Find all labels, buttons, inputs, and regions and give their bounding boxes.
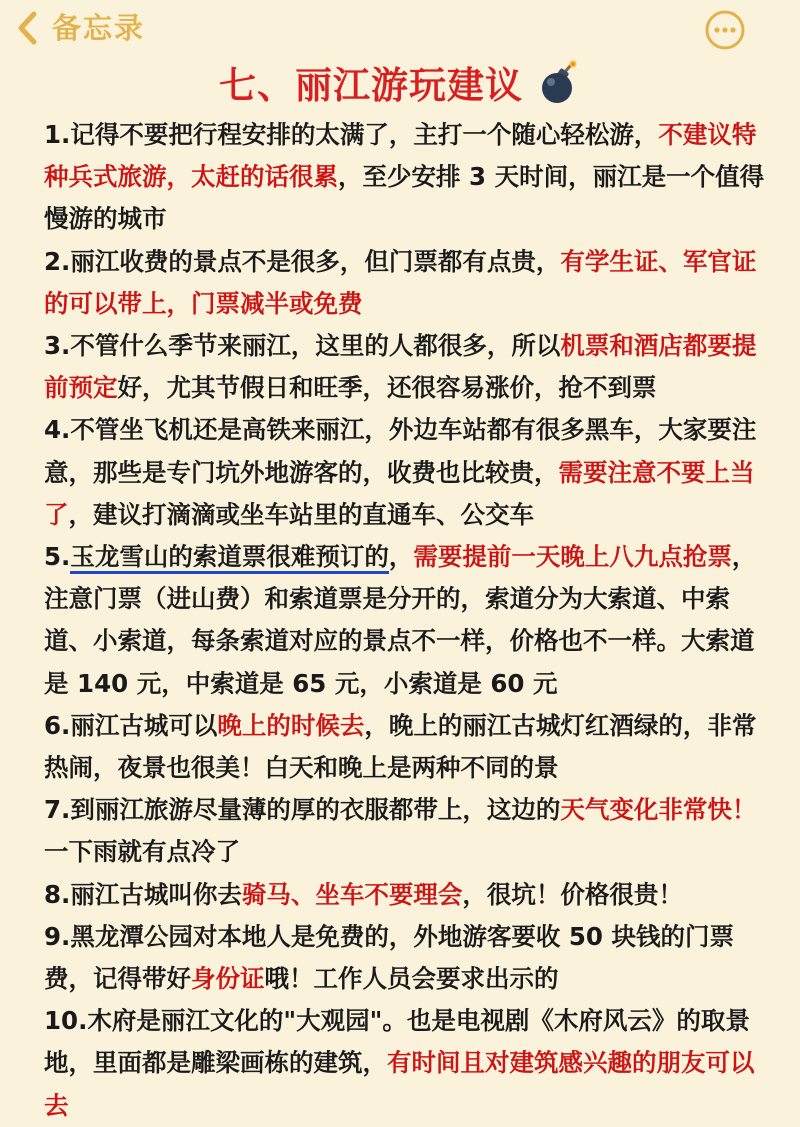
note-item-2 xyxy=(44,241,772,325)
note-text: 1.记得不要把行程安排的太满了，主打一个随心轻松游， xyxy=(44,120,659,149)
note-title-row xyxy=(0,56,800,108)
note-text: 9.黑龙潭公园对本地人是免费的，外地游客要收 50 块钱的门票费，记得带好 xyxy=(44,921,735,994)
note-text: ，建议打滴滴或坐车站里的直通车、公交车 xyxy=(68,499,534,529)
chevron-left-icon[interactable] xyxy=(14,10,42,46)
note-item-10 xyxy=(44,1000,772,1127)
note-text: ，至少安排 3 天时间，丽江是一个值得慢游的城市 xyxy=(44,162,765,234)
note-text: 10.木府是丽江文化的"大观园"。也是电视剧《木府风云》的取景地，里面都是雕梁画栋的建筑， xyxy=(44,1006,750,1078)
highlight-text: 骑马、坐车不要理会 xyxy=(241,879,463,909)
note-text: 8.丽江古城叫你去 xyxy=(44,879,242,909)
note-title: 七、丽江游玩建议 xyxy=(219,64,523,107)
top-bar xyxy=(0,0,800,60)
note-text: 4.不管坐飞机还是高铁来丽江，外边车站都有很多黑车，大家要注意，那些是专门坑外地游客的，收费也比较贵， xyxy=(44,415,757,487)
highlight-text: 需要提前一天晚上八九点抢票 xyxy=(413,542,732,572)
highlight-text: 有时间且对建筑感兴趣的朋友可以去 xyxy=(44,1048,755,1120)
back-button[interactable] xyxy=(14,10,145,46)
highlight-text: 身份证 xyxy=(191,964,265,994)
note-text: 6.丽江古城可以 xyxy=(44,710,218,740)
note-text: 好，尤其节假日和旺季，还很容易涨价，抢不到票 xyxy=(117,373,657,403)
note-text: 7.到丽江旅游尽量薄的厚的衣服都带上，这边的 xyxy=(44,795,561,825)
note-item-5 xyxy=(44,536,772,705)
note-text: 3.不管什么季节来丽江，这里的人都很多，所以 xyxy=(44,331,561,361)
more-options-icon[interactable] xyxy=(704,9,746,51)
note-item-1 xyxy=(44,114,772,241)
note-item-4 xyxy=(44,409,772,536)
highlight-text: 有学生证、军官证的可以带上，门票减半或免费 xyxy=(44,246,757,318)
note-item-9 xyxy=(44,916,772,1000)
bomb-icon xyxy=(537,59,581,105)
note-item-7 xyxy=(44,789,772,873)
highlight-text: 天气变化非常快！ xyxy=(560,795,757,825)
note-text: 一下雨就有点冷了 xyxy=(44,837,240,867)
highlight-text: 晚上的时候去 xyxy=(217,710,365,740)
note-text: 5. xyxy=(44,542,71,572)
note-text: 哦！工作人员会要求出示的 xyxy=(264,964,559,994)
note-item-8 xyxy=(44,874,772,916)
note-text: ，注意门票（进山费）和索道票是分开的，索道分为大索道、中索道、小索道，每条索道对应的景点不一样，价格也不一样。大索道是 140 元，中索道是 65 元，小索道是 60 元 xyxy=(44,542,757,698)
highlight-text: 不建议特种兵式旅游，太赶的话很累 xyxy=(44,120,757,192)
note-text: ，很坑！价格很贵！ xyxy=(462,879,683,909)
note-item-6 xyxy=(44,705,772,789)
note-text: ，晚上的丽江古城灯红酒绿的，非常热闹，夜景也很美！白天和晚上是两种不同的景 xyxy=(44,710,757,783)
back-label[interactable]: 备忘录 xyxy=(52,11,146,45)
highlight-text: 机票和酒店都要提前预定 xyxy=(44,331,757,403)
underlined-text: 玉龙雪山的索道票很难预订的 xyxy=(70,542,389,574)
note-text: ， xyxy=(388,542,414,572)
note-item-3 xyxy=(44,325,772,409)
note-body xyxy=(44,114,772,1127)
note-text: 2.丽江收费的景点不是很多，但门票都有点贵， xyxy=(44,246,561,276)
highlight-text: 需要注意不要上当了 xyxy=(44,457,755,529)
